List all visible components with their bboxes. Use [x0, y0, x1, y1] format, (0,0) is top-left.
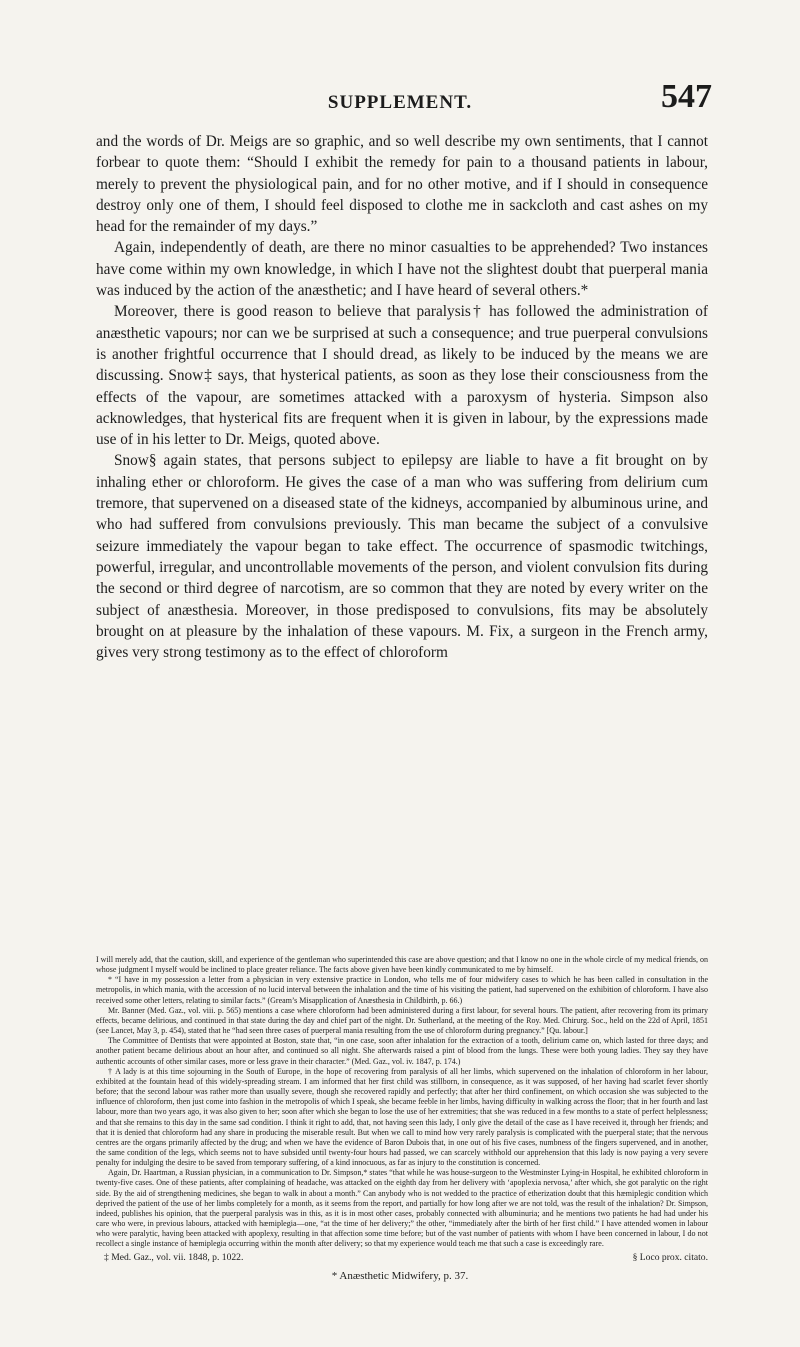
footnote-ref-right: § Loco prox. citato.	[632, 1252, 708, 1263]
footnote-paragraph: † A lady is at this time sojourning in the South of Europe, in the hope of recovering from paralysis of all her limbs, which supervened on the inhalation of chloroform in her labour, exhibited at the fountain head of this widely-spreading stream. I am informed that her first child was stillborn, in consequence, as it was supposed, of her having had scarlet fever shortly before; that the second labour was rather more than usually severe, though she recovered rapidly and perfectly; that after her third confinement, on which occasion she was subjected to the influence of chloroform, then just come into fashion in the metropolis of which I speak, she became feeble in her limbs, having difficulty in walking across the floor; that in her fourth and last labour, more than two years ago, it was also given to her; soon after which she began to lose the use of her extremities; that she was reduced in a few months to a state of perfect helplessness; and that she remains to this day in the same sad condition. I think it right to add, that, not having seen this lady, I only give the detail of the case as I have received it, through her friends; and that it is denied that chloroform had any share in producing the miserable result. But when we call to mind how very rarely paralysis is complicated with the puerperal state; that the nervous centres are the organs primarily affected by the drug; and when we have the evidence of Baron Dubois that, in one out of his five cases, numbness of the fingers supervened, and in another, the same condition of the legs, which seems not to have subsided until twenty-four hours had passed, we can scarcely withhold our apprehension that this lady is now paying a very severe penalty for indulging the desire to be saved from temporary suffering, of a kind innocuous, as far as injury to the constitution is concerned.	[96, 1066, 708, 1168]
footnote-paragraph: Mr. Banner (Med. Gaz., vol. viii. p. 565) mentions a case where chloroform had been administered during a first labour, for several hours. The patient, after recovering from its primary effects, became delirious, and continued in that state during the day and chief part of the night. Dr. Sutherland, at the meeting of the Roy. Med. Chirurg. Soc., held on the 22d of April, 1851 (see Lancet, May 3, p. 454), stated that he “had seen three cases of puerperal mania resulting from the use of chloroform during pregnancy.” [Qu. labour.]	[96, 1005, 708, 1036]
main-text	[96, 131, 708, 663]
running-header	[0, 74, 800, 114]
paragraph: Again, independently of death, are there no minor casualties to be apprehended? Two instances have come within my own knowledge, in which I have not the slightest doubt that puerperal mania was induced by the action of the anæsthetic; and I have heard of several others.*	[96, 239, 708, 300]
paragraph: Snow§ again states, that persons subject to epilepsy are liable to have a fit brought on by inhaling ether or chloroform. He gives the case of a man who was suffering from delirium cum tremore, that supervened on a diseased state of the kidneys, accompanied by albuminous urine, and who had suffered from convulsions previously. This man became the subject of a convulsive seizure immediately the vapour began to take effect. The occurrence of spasmodic twitchings, powerful, irregular, and uncontrollable movements of the person, and violent convulsion fits during the second or third degree of narcotism, are so common that they are noted by every writer on the subject of anæsthesia. Moreover, in those predisposed to convulsions, fits may be absolutely brought on at pleasure by the inhalation of these vapours. M. Fix, a surgeon in the French army, gives very strong testimony as to the effect of chloroform	[96, 452, 708, 662]
footnotes	[96, 955, 708, 1250]
footnote-paragraph: The Committee of Dentists that were appointed at Boston, state that, “in one case, soon after inhalation for the extraction of a tooth, delirium came on, which lasted for three days; and another patient became delirious about an hour after, and continued so all night. She afterwards raised a pint of blood from the lungs. These were both young ladies. They say they have authentic accounts of other similar cases, more or less grave in their character.” (Med. Gaz., vol. iv. 1847, p. 174.)	[96, 1036, 708, 1066]
footnote-paragraph: * “I have in my possession a letter from a physician in very extensive practice in London, who tells me of four midwifery cases to which he has been called in consultation in the metropolis, in which mania, with the accession of no lucid interval between the inhalation and the time of his visiting the patient, had supervened on the exhibition of chloroform. I have also received some other letters, relating to similar facts.” (Gream’s Misapplication of Anæsthesia in Childbirth, p. 66.)	[96, 975, 708, 1005]
footnote-paragraph: Again, Dr. Haartman, a Russian physician, in a communication to Dr. Simpson,* states “that while he was house-surgeon to the Westminster Lying-in Hospital, he exhibited chloroform in twenty-five cases. One of these patients, after complaining of headache, was attacked on the eighth day from her delivery with ‘apoplexia nervosa,’ after which, she got paralytic on the right side. By the aid of strengthening medicines, she began to walk in about a month.” Can anybody who is not wedded to the practice of etherization doubt that this hæmiplegic condition which deprived the patient of the use of her limbs completely for a month, as it seems from the report, and partially for how long after we are not told, was the result of the inhalation? Dr. Simpson, indeed, publishes his opinion, that the puerperal paralysis was in this, as it is in most other cases, probably connected with albuminuria; and he mentions two patients he had had under his care who were, in previous labours, attacked with hæmiplegia—one, “at the time of her delivery;” the other, “immediately after the birth of her first child.” I have attended women in labour who were paralytic, having been attacked with apoplexy, resulting in that affection some time before; but of the vast number of patients with whom I have been concerned in labour, I do not recollect a single instance of hæmiplegia occurring within the month after delivery; so that my experience would teach me that such a case is exceedingly rare.	[96, 1168, 708, 1249]
paragraph: and the words of Dr. Meigs are so graphic, and so well describe my own sentiments, that I cannot forbear to quote them: “Should I exhibit the remedy for pain to a thousand patients in labour, merely to prevent the physiological pain, and for no other motive, and if I should in consequence destroy only one of them, I should feel disposed to clothe me in sackcloth and cast ashes on my head for the remainder of my days.”	[96, 133, 708, 236]
running-title: SUPPLEMENT.	[327, 92, 473, 113]
footnote-ref-left: ‡ Med. Gaz., vol. vii. 1848, p. 1022.	[104, 1252, 244, 1263]
paragraph: Moreover, there is good reason to believe that paralysis† has followed the administration of anæsthetic vapours; nor can we be surprised at such a consequence; and true puerperal convulsions is another frightful occurrence that I should dread, as likely to be induced by the means we are discussing. Snow‡ says, that hysterical patients, as soon as they lose their consciousness from the effects of the vapour, are sometimes attacked with a paroxysm of hysteria. Simpson also acknowledges, that hysterical fits are frequent when it is given in labour, by the expressions made use of in his letter to Dr. Meigs, quoted above.	[96, 303, 708, 449]
bottom-footnote: * Anæsthetic Midwifery, p. 37.	[331, 1270, 469, 1282]
footnote-paragraph: I will merely add, that the caution, skill, and experience of the gentleman who superintended this case are above question; and that I know no one in the whole circle of my medical friends, on whose judgment I myself would be inclined to place greater reliance. The facts above given have been kindly communicated to me by himself.	[96, 955, 708, 975]
page-number: 547	[661, 78, 712, 115]
